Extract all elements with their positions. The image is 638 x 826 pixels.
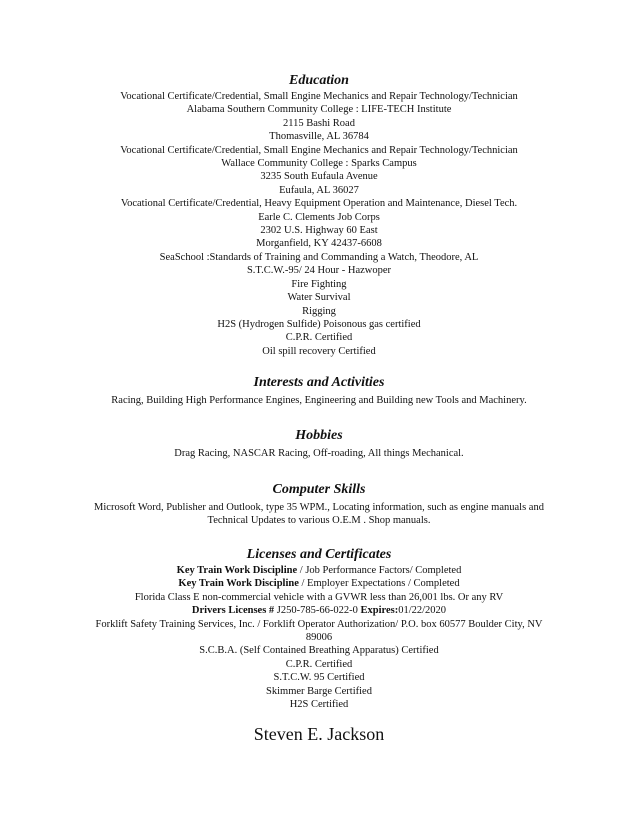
education-line: Vocational Certificate/Credential, Heavy Equipment Operation and Maintenance, Diesel Tech.	[120, 198, 518, 210]
education-line: 3235 South Eufaula Avenue	[260, 171, 378, 183]
license-line-ktwd-2	[0, 577, 638, 590]
education-line: 2302 U.S. Highway 60 East	[260, 225, 378, 237]
computer-skills-line-2: Technical Updates to various O.E.M . Shop manuals.	[207, 515, 431, 527]
license-line-cpr: C.P.R. Certified	[285, 658, 353, 670]
education-lines	[0, 90, 638, 358]
education-line: C.P.R. Certified	[285, 332, 353, 344]
expires-date: 01/22/2020	[398, 605, 447, 617]
computer-skills-line-1: Microsoft Word, Publisher and Outlook, type 35 WPM., Locating information, such as engine manuals and	[94, 502, 544, 513]
license-line-drivers	[0, 604, 638, 617]
license-line-stcw: S.T.C.W. 95 Certified	[273, 672, 365, 684]
education-line: Fire Fighting	[291, 278, 347, 290]
education-heading: Education	[289, 73, 349, 88]
education-line: Morganfield, KY 42437-6608	[256, 238, 382, 250]
license-line-forklift-2: 89006	[305, 632, 333, 644]
ktwd-2-title: Key Train Work Discipline	[178, 578, 299, 590]
drivers-number: J250-785-66-022-0	[274, 605, 361, 617]
hobbies-text: Drag Racing, NASCAR Racing, Off-roading, All things Mechanical.	[174, 448, 464, 459]
signature-block	[0, 723, 638, 745]
ktwd-1-detail: / Job Performance Factors/ Completed	[297, 565, 462, 576]
education-line: 2115 Bashi Road	[283, 117, 355, 129]
signature-name: Steven E. Jackson	[253, 724, 385, 744]
license-line-forklift-1: Forklift Safety Training Services, Inc. / Forklift Operator Authorization/ P.O. box 60577 Boulder City, NV	[95, 618, 543, 630]
interests-text: Racing, Building High Performance Engines, Engineering and Building new Tools and Machinery.	[111, 395, 527, 406]
expires-label: Expires:	[360, 605, 399, 617]
license-line-h2s: H2S Certified	[289, 699, 349, 711]
education-line: Oil spill recovery Certified	[262, 345, 376, 357]
education-line: Vocational Certificate/Credential, Small Engine Mechanics and Repair Technology/Technician	[120, 144, 518, 156]
education-line: Thomasville, AL 36784	[269, 131, 369, 143]
education-line: SeaSchool :Standards of Training and Commanding a Watch, Theodore, AL	[159, 251, 479, 263]
education-line: H2S (Hydrogen Sulfide) Poisonous gas certified	[217, 318, 421, 330]
education-line: Eufaula, AL 36027	[279, 184, 359, 196]
licenses-section	[0, 547, 638, 711]
licenses-heading: Licenses and Certificates	[246, 547, 392, 562]
education-line: Alabama Southern Community College : LIFE-TECH Institute	[186, 104, 452, 116]
license-line-ktwd-1	[0, 564, 638, 577]
education-line: S.T.C.W.-95/ 24 Hour - Hazwoper	[246, 265, 392, 277]
interests-heading: Interests and Activities	[253, 375, 385, 390]
drivers-label: Drivers Licenses #	[191, 605, 275, 617]
education-line: Water Survival	[287, 292, 351, 304]
education-line: Wallace Community College : Sparks Campus	[221, 158, 417, 170]
education-line: Vocational Certificate/Credential, Small Engine Mechanics and Repair Technology/Technician	[120, 91, 518, 102]
hobbies-heading: Hobbies	[295, 428, 343, 443]
hobbies-section	[0, 428, 638, 460]
education-section	[0, 73, 638, 358]
interests-section	[0, 375, 638, 407]
license-line-florida: Florida Class E non-commercial vehicle with a GVWR less than 26,001 lbs. Or any RV	[134, 591, 504, 603]
ktwd-1-title: Key Train Work Discipline	[176, 565, 298, 576]
education-line: Rigging	[302, 305, 336, 317]
ktwd-2-detail: / Employer Expectations / Completed	[298, 578, 460, 590]
license-line-scba: S.C.B.A. (Self Contained Breathing Apparatus) Certified	[199, 645, 439, 657]
computer-skills-heading: Computer Skills	[272, 482, 366, 497]
education-line: Earle C. Clements Job Corps	[258, 211, 380, 223]
computer-skills-section	[0, 482, 638, 528]
license-line-skimmer: Skimmer Barge Certified	[266, 685, 372, 697]
